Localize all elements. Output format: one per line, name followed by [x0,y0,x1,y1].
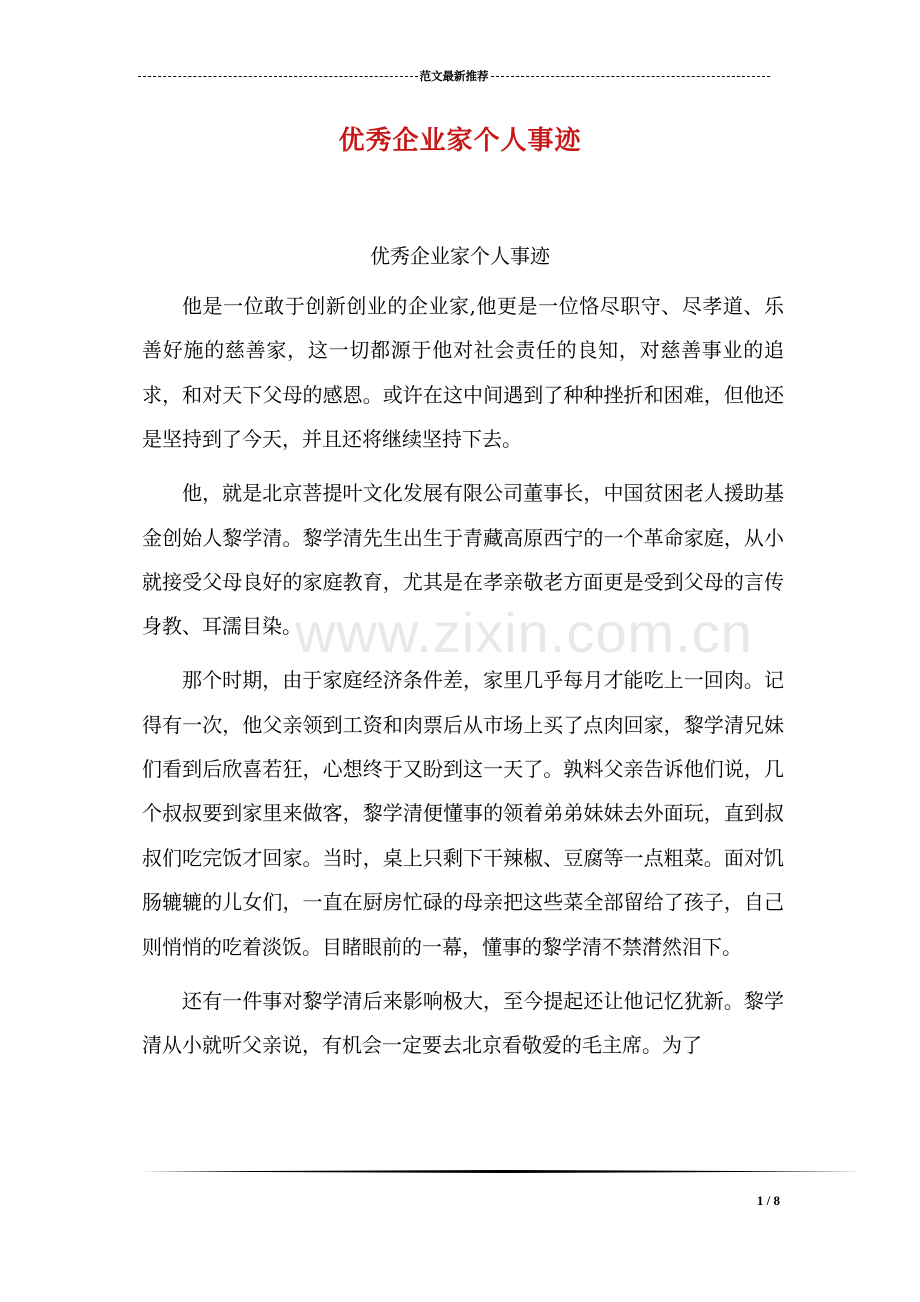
header-label: 范文最新推荐 [419,71,489,83]
page-header [138,66,770,86]
paragraph: 他是一位敢于创新创业的企业家,他更是一位恪尽职守、尽孝道、乐善好施的慈善家，这一切都源于他对社会责任的良知，对慈善事业的追求，和对天下父母的感恩。或许在这中间遇到了种种挫折和困难，但他还是坚持到了今天，并且还将继续坚持下去。 [142,294,784,452]
header-dash-left [138,76,418,77]
document-subtitle: 优秀企业家个人事迹 [370,244,550,268]
header-dash-right [491,76,771,77]
paragraph: 那个时期，由于家庭经济条件差，家里几乎每月才能吃上一回肉。记得有一次，他父亲领到工资和肉票后从市场上买了点肉回家，黎学清兄妹们看到后欣喜若狂，心想终于又盼到这一天了。孰料父亲告诉他们说，几个叔叔要到家里来做客，黎学清便懂事的领着弟弟妹妹去外面玩，直到叔叔们吃完饭才回家。当时，桌上只剩下干辣椒、豆腐等一点粗菜。面对饥肠辘辘的儿女们，一直在厨房忙碌的母亲把这些菜全部留给了孩子，自己则悄悄的吃着淡饭。目睹眼前的一幕，懂事的黎学清不禁潸然泪下。 [142,668,784,959]
paragraph: 他，就是北京菩提叶文化发展有限公司董事长，中国贫困老人援助基金创始人黎学清。黎学清先生出生于青藏高原西宁的一个革命家庭，从小就接受父母良好的家庭教育，尤其是在孝亲敬老方面更是受到父母的言传身教、耳濡目染。 [142,481,784,639]
watermark: www.zixin.com.cn [295,601,753,664]
document-title: 优秀企业家个人事迹 [338,126,582,156]
page-number: 1 / 8 [756,1193,780,1208]
document-body [142,284,784,1067]
paragraph: 还有一件事对黎学清后来影响极大，至今提起还让他记忆犹新。黎学清从小就听父亲说，有机会一定要去北京看敬爱的毛主席。为了 [142,988,784,1057]
footer-rule [140,1170,864,1173]
footer-rule-shape [140,1170,864,1173]
